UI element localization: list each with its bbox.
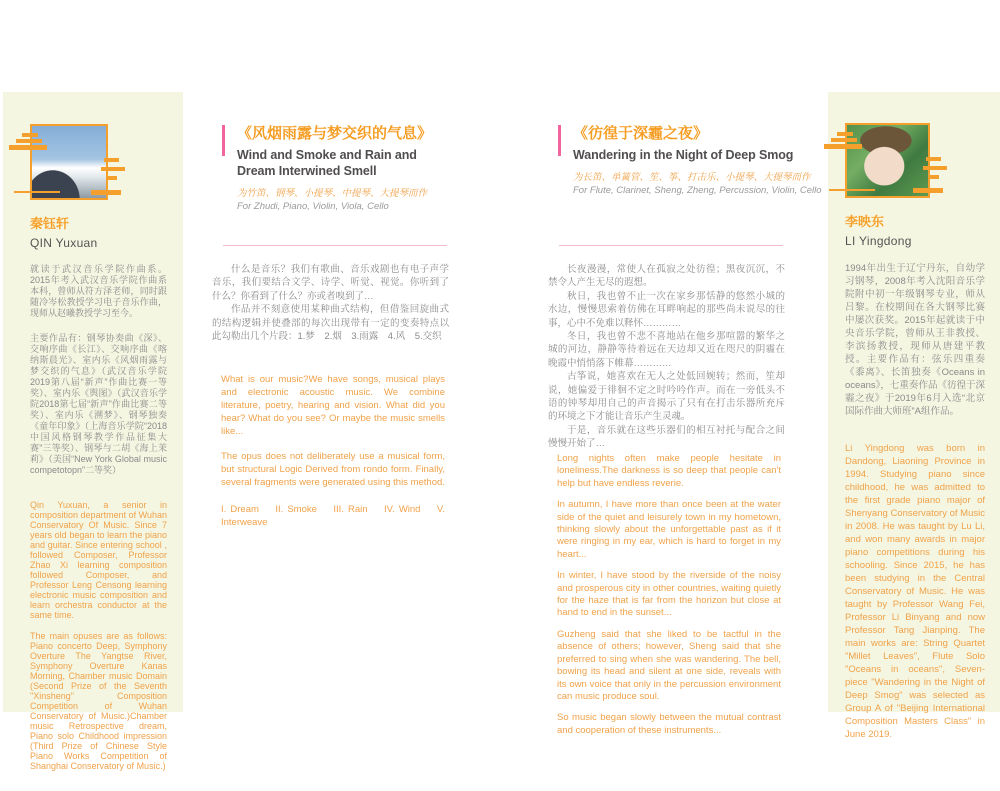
author-photo-frame-li xyxy=(845,123,930,198)
work-header xyxy=(237,124,449,213)
photo-deco-bar xyxy=(104,158,119,162)
author-bio-en-paragraph: Li Yingdong was born in Dandong, Liaoning Province in 1994. Studying piano since childhood, he was admitted to the first grade piano major of Shenyang Conservatory of Music in 2008. He was taught by Lu Li, and won many awards in major piano competitions during his schooling. Since 2015, he has been studying in the Central Conservatory of Music. He was taught by Professor Wang Fei, Professor Li Binyang and now Professor Tang Jianping. The main works are: String Quartet "Millet Leaves", Flute Solo "Oceans in oceans", Seven-piece "Wandering in the Night of Deep Smog" was selected as Group A of "Beijing International Composition Masters Class" in June 2019. xyxy=(845,443,985,740)
program-note-en xyxy=(557,453,781,746)
photo-deco-bar xyxy=(91,190,121,195)
work-header xyxy=(573,124,822,197)
work-section-wind-smoke xyxy=(212,124,449,528)
work-title-zh: 《彷徨于深霾之夜》 xyxy=(573,125,709,142)
accent-bar xyxy=(222,125,225,156)
note-en-paragraph: What is our music?We have songs, musical plays and electronic acoustic music. We combine literature, poetry, hearing and vision. What did you hear? What do you see? Or maybe the music smells like... xyxy=(221,374,445,437)
program-note-en xyxy=(221,373,448,541)
photo-deco-bar xyxy=(22,133,38,137)
note-en-paragraph: Guzheng said that she liked to be tactful in the absence of others; however, Sheng said that she preferred to sing when she was wandering. The bell, bowing its head and silent at one side, reveals with its own voice that only in the percussion environment can music produce soul. xyxy=(557,628,781,702)
work-title-en: Wind and Smoke and Rain and Dream Interwined Smell xyxy=(237,148,417,178)
author-bio-en-paragraph: The main opuses are as follows: Piano concerto Deep, Symphony Overture The Yangtse River, Symphony Overture Kanas Morning, Chamber music Domain (Second Prize of the Seventh "Xinsheng" Composition Competition of Wuhan Conservatory of Music.)Chamber music Retrospective dream, Piano solo Childhood impression (Third Prize of Chinese Style Piano Works Competition of Shanghai Conservatory of Music.) xyxy=(30,631,167,771)
program-note-zh xyxy=(548,263,785,451)
photo-deco-bar xyxy=(101,167,125,171)
author-bio-zh-paragraph: 主要作品有：钢琴协奏曲《深》、交响序曲《长江》、交响序曲《喀纳斯晨光》、室内乐《风烟雨露与梦交织的气息》（武汉音乐学院2019第八届“新声”作曲比赛一等奖）、室内乐《舆图》（武汉音乐学院2018第七届“新声”作曲比赛二等奖）、室内乐《溯梦》、钢琴独奏《童年印象》（上海音乐学院“2018中国风格钢琴教学作品征集大赛”三等奖）、钢琴与二胡《海上茉莉》（美国“New York Global music competotopn”二等奖） xyxy=(30,333,167,475)
left-author-panel xyxy=(3,92,183,771)
author-name-en: LI Yingdong xyxy=(845,234,912,248)
movements-list: I. Dream II. Smoke III. Rain IV. Wind V. Interweave xyxy=(221,504,448,528)
photo-deco-bar xyxy=(106,176,117,180)
photo-deco-bar xyxy=(928,175,939,179)
author-bio-zh-paragraph: 就读于武汉音乐学院作曲系。2015年考入武汉音乐学院作曲系本科，曾师从符方泽老师，同时跟随冷岑松教授学习电子音乐作曲，现师从赵曦教授学习至今。 xyxy=(30,264,167,318)
photo-deco-bar xyxy=(926,157,941,161)
note-zh-paragraph: 什么是音乐？我们有歌曲、音乐戏剧也有电子声学音乐，我们要结合文学、诗学、听觉、视觉。你听到了什么？你看到了什么？亦或者嗅到了… xyxy=(212,264,449,302)
instrumentation-en: For Zhudi, Piano, Violin, Viola, Cello xyxy=(237,201,389,212)
note-en-paragraph: Long nights often make people hesitate in loneliness.The darkness is so deep that people can't help but have endless reverie. xyxy=(557,453,781,489)
instrumentation-zh: 为竹笛、钢琴、小提琴、中提琴、大提琴而作 xyxy=(237,188,428,199)
author-photo-qin xyxy=(32,126,106,198)
note-zh-paragraph: 长夜漫漫，常使人在孤寂之处彷徨；黑夜沉沉，不禁令人产生无尽的遐想。 xyxy=(548,264,785,289)
photo-deco-bar xyxy=(923,166,947,170)
photo-deco-bar xyxy=(824,144,862,149)
author-photo-li xyxy=(847,125,928,196)
photo-deco-bar xyxy=(9,145,47,150)
note-zh-paragraph: 古筝说，她喜欢在无人之处低回婉转；然而，笙却说，她偏爱于徘徊不定之时吟吟作声。而在一旁低头不语的钟琴却用自己的声音揭示了只有在打击乐器所充斥的环境之下才能让音乐产生灵魂。 xyxy=(548,371,785,423)
section-divider xyxy=(559,245,783,246)
note-zh-paragraph: 于是，音乐就在这些乐器们的相互衬托与配合之间慢慢开始了… xyxy=(548,424,785,450)
author-name-zh: 李映东 xyxy=(845,214,885,229)
note-zh-paragraph: 作品并不刻意使用某种曲式结构，但借鉴回旋曲式的结构逻辑并使叠部的每次出现带有一定的变奏特点以此勾勒出几个片段：1.梦 2.烟 3.雨露 4.风 5.交织 xyxy=(212,304,449,343)
accent-bar xyxy=(558,125,561,156)
instrumentation-en: For Flute, Clarinet, Sheng, Zheng, Percussion, Violin, Cello xyxy=(573,185,822,196)
note-en-paragraph: In autumn, I have more than once been at the water side of the quiet and leisurely town in my hometown, thinking slowly about the unforgettable past as if it were ringing in my ear, which is hard to forget in my heart... xyxy=(557,499,781,560)
photo-deco-bar xyxy=(829,189,875,191)
work-title-zh: 《风烟雨露与梦交织的气息》 xyxy=(237,125,433,142)
photo-deco-bar xyxy=(831,138,857,142)
work-title-en: Wandering in the Night of Deep Smog xyxy=(573,148,794,162)
photo-deco-bar xyxy=(913,188,943,193)
program-note-zh xyxy=(212,263,449,343)
photo-deco-bar xyxy=(837,132,853,136)
note-en-paragraph: The opus does not deliberately use a musical form, but structural Logic Derived from rondo form. Finally, several fragments were generated using this method. xyxy=(221,451,445,488)
instrumentation-zh: 为长笛、单簧管、笙、筝、打击乐、小提琴、大提琴而作 xyxy=(573,172,811,183)
note-zh-paragraph: 冬日，我也曾不悲不喜地站在他乡那喧嚣的繁华之城的河边，静静等待着远在天边却又近在咫尺的阴霾在晚霞中悄悄落下帷幕………… xyxy=(548,331,785,369)
author-name-en: QIN Yuxuan xyxy=(30,236,98,250)
right-author-panel xyxy=(828,92,1000,740)
author-name-zh: 秦钰轩 xyxy=(30,216,70,231)
author-bio-en-paragraph: Qin Yuxuan, a senior in composition department of Wuhan Conservatory Of Music. Since 7 years old began to learn the piano and guitar. Since entering school , followed Composer, Professor Zhao Xi learning composition followed Composer, and Professor Leng Censong learning electronic music composition and learn orchestra conductor at the same time. xyxy=(30,500,167,620)
note-zh-paragraph: 秋日，我也曾不止一次在家乡那恬静的悠然小城的水边，慢慢思索着仿佛在耳畔响起的那些尚未说尽的往事，心中不免难以释怀………… xyxy=(548,290,785,329)
section-divider xyxy=(223,245,447,246)
note-en-paragraph: So music began slowly between the mutual contrast and cooperation of these instruments... xyxy=(557,712,781,736)
author-photo-frame-qin xyxy=(30,124,108,200)
photo-deco-bar xyxy=(14,191,60,193)
author-bio-zh-paragraph: 1994年出生于辽宁丹东，自幼学习钢琴，2008年考入沈阳音乐学院附中初一年级钢琴专业，师从吕黎。在校期间在各大钢琴比赛中屡次获奖。2015年起就读于中央音乐学院，曾师从王非教授、李滨扬教授，现师从唐建平教授。主要作品有：弦乐四重奏《黍离》、长笛独奏《Oceans in oceans》，七重奏作品《彷徨于深霾之夜》于2019年6月入选“北京国际作曲大师班”A组作品。 xyxy=(845,263,985,417)
note-en-paragraph: In winter, I have stood by the riverside of the noisy and prosperous city in other countries, waiting quietly for the haze that is far from the horizon but close at hand to end in the sunset... xyxy=(557,570,781,619)
photo-deco-bar xyxy=(16,139,42,143)
work-section-deep-smog xyxy=(548,124,822,736)
